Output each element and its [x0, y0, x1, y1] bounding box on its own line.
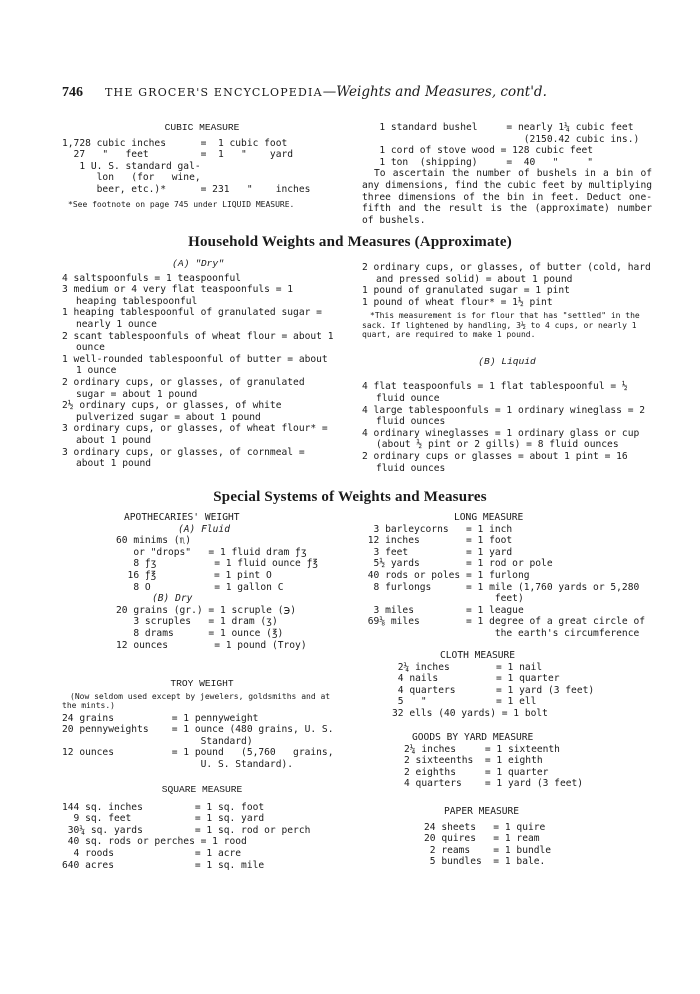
list-item: 4 large tablespoonfuls = 1 ordinary wineglass = 2 fluid ounces — [362, 404, 646, 428]
flour-footnote: *This measurement is for flour that has "settled" in the sack. If lightened by handling, 3½ to 4 cups, or nearly 1 quart, are required to make 1 pound. — [362, 311, 640, 340]
table-row: 20 pennyweights = 1 ounce (480 grains, U. S. — [62, 724, 334, 736]
household-right — [362, 262, 652, 474]
running-header — [62, 84, 662, 101]
table-row: 5½ yards = 1 rod or pole — [362, 558, 553, 570]
table-row: 2 eighths = 1 quarter — [404, 766, 549, 778]
bushel-measure — [362, 122, 652, 226]
household-dry — [62, 258, 334, 470]
paper-heading: PAPER MEASURE — [444, 806, 520, 817]
table-row: 60 minims (♏) — [116, 535, 192, 547]
cubic-measure — [62, 122, 342, 209]
table-row: 32 ells (40 yards) = 1 bolt — [392, 707, 548, 719]
list-item: 1 pound of granulated sugar = 1 pint — [362, 285, 570, 297]
table-row: 8 drams = 1 ounce (℥) — [116, 627, 284, 639]
dry-heading: (A) "Dry" — [172, 258, 224, 269]
table-row: 8 O = 1 gallon C — [116, 581, 284, 593]
table-row: 5 " = 1 ell — [392, 696, 537, 708]
table-row: 3 barleycorns = 1 inch — [362, 523, 513, 535]
table-row: 20 quires = 1 ream — [424, 833, 540, 845]
table-row: or "drops" = 1 fluid dram ƒʒ — [116, 546, 307, 558]
table-row: beer, etc.)* = 231 " inches — [62, 183, 311, 195]
table-row: 2 reams = 1 bundle — [424, 844, 552, 856]
table-row: 9 sq. feet = 1 sq. yard — [62, 813, 265, 825]
table-row: 12 ounces = 1 pound (Troy) — [116, 639, 307, 651]
list-item: 4 flat teaspoonfuls = 1 flat tablespoonful = ½ fluid ounce — [362, 381, 628, 405]
table-row: 8 ƒʒ = 1 fluid ounce ƒ℥ — [116, 558, 318, 570]
list-item: 2½ ordinary cups, or glasses, of white pulverized sugar = about 1 pound — [62, 400, 282, 423]
list-item: 1 pound of wheat flour* = 1½ pint — [362, 296, 553, 308]
list-item: 2 ordinary cups, or glasses, of granulated sugar = about 1 pound — [62, 376, 305, 400]
table-row: 24 grains = 1 pennyweight — [62, 712, 259, 724]
table-row: 1 U. S. standard gal- — [62, 160, 201, 172]
table-row: 40 rods or poles = 1 furlong — [362, 569, 530, 581]
table-row: 4 quarters = 1 yard (3 feet) — [404, 778, 584, 790]
cubic-heading: CUBIC MEASURE — [164, 122, 240, 133]
long-heading: LONG MEASURE — [454, 512, 524, 523]
table-row: 2¼ inches = 1 nail — [392, 661, 543, 673]
table-row: 16 ƒ℥ = 1 pint O — [116, 569, 272, 581]
table-row: lon (for wine, — [62, 172, 201, 184]
apothecaries-heading: APOTHECARIES' WEIGHT — [124, 512, 240, 523]
table-row: feet) — [362, 593, 524, 605]
table-row: 1 cord of stove wood = 128 cubic feet — [362, 145, 594, 157]
section-title: —Weights and Measures, cont'd. — [322, 84, 547, 100]
table-row: 30¼ sq. yards = 1 sq. rod or perch — [62, 824, 311, 836]
list-item: 1 well-rounded tablespoonful of butter = about 1 ounce — [62, 353, 328, 377]
special-heading: Special Systems of Weights and Measures — [213, 489, 487, 505]
cloth-heading: CLOTH MEASURE — [440, 650, 516, 661]
table-row: 20 grains (gr.) = 1 scruple (℈) — [116, 604, 296, 616]
table-row: 12 ounces = 1 pound (5,760 grains, — [62, 747, 334, 759]
apothecaries-weight — [62, 512, 342, 651]
table-row: 27 " feet = 1 " yard — [62, 149, 294, 161]
square-heading: SQUARE MEASURE — [161, 784, 243, 795]
table-row: 3 miles = 1 league — [362, 604, 524, 616]
troy-weight — [62, 678, 342, 771]
cloth-measure — [392, 650, 652, 720]
table-row: 1 standard bushel = nearly 1¼ cubic feet — [362, 122, 634, 133]
bushel-text: To ascertain the number of bushels in a bin of any dimensions, find the cubic feet by multiplying three dimensions of the bin in feet. Deduct one-fifth and the result is the (approximate) number of bushels. — [362, 168, 652, 226]
long-measure — [362, 512, 652, 640]
troy-heading: TROY WEIGHT — [170, 678, 234, 689]
table-row: 40 sq. rods or perches = 1 rood — [62, 836, 247, 848]
table-row: U. S. Standard). — [62, 758, 294, 770]
household-heading: Household Weights and Measures (Approximate) — [188, 234, 512, 250]
table-row: (2150.42 cubic ins.) — [362, 133, 640, 145]
table-row: Standard) — [62, 735, 253, 747]
cubic-footnote: *See footnote on page 745 under LIQUID MEASURE. — [68, 199, 295, 209]
list-item: 2 scant tablespoonfuls of wheat flour = about 1 ounce — [62, 330, 334, 354]
table-row: 1 ton (shipping) = 40 " " — [362, 156, 594, 168]
list-item: 4 saltspoonfuls = 1 teaspoonful — [62, 272, 242, 284]
book-title: THE GROCER'S ENCYCLOPEDIA — [104, 86, 323, 99]
square-measure — [62, 784, 342, 871]
table-row: 12 inches = 1 foot — [362, 535, 513, 547]
table-row: 4 roods = 1 acre — [62, 847, 242, 859]
table-row: 8 furlongs = 1 mile (1,760 yards or 5,280 — [362, 581, 640, 593]
list-item: 4 ordinary wineglasses = 1 ordinary glass or cup (about ½ pint or 2 gills) = 8 fluid ounces — [362, 427, 640, 451]
fluid-heading: (A) Fluid — [178, 523, 230, 535]
table-row: 2 sixteenths = 1 eighth — [404, 755, 543, 767]
table-row: the earth's circumference — [362, 627, 640, 639]
list-item: 3 ordinary cups, or glasses, of wheat flour* = about 1 pound — [62, 423, 328, 446]
table-row: 69⅛ miles = 1 degree of a great circle of — [362, 616, 646, 628]
table-row: 144 sq. inches = 1 sq. foot — [62, 801, 265, 813]
table-row: 1,728 cubic inches = 1 cubic foot — [62, 137, 288, 149]
goods-by-yard-measure — [404, 732, 654, 790]
list-item: 3 medium or 4 very flat teaspoonfuls = 1 heaping tablespoonful — [62, 284, 294, 307]
paper-measure — [424, 806, 654, 868]
page-number: 746 — [62, 85, 83, 100]
table-row: 24 sheets = 1 quire — [424, 821, 546, 833]
list-item: 2 ordinary cups, or glasses, of butter (cold, hard and pressed solid) = about 1 pound — [362, 262, 651, 285]
table-row: 2¼ inches = 1 sixteenth — [404, 743, 560, 755]
list-item: 3 ordinary cups, or glasses, of cornmeal = about 1 pound — [62, 446, 305, 470]
table-row: 640 acres = 1 sq. mile — [62, 859, 265, 871]
list-item: 2 ordinary cups or glasses = about 1 pint = 16 fluid ounces — [362, 451, 628, 474]
liquid-heading: (B) Liquid — [478, 355, 536, 367]
goods-heading: GOODS BY YARD MEASURE — [412, 732, 534, 743]
dry-weight-heading: (B) Dry — [152, 593, 193, 605]
table-row: 3 feet = 1 yard — [362, 546, 513, 558]
troy-note: (Now seldom used except by jewelers, goldsmiths and at the mints.) — [62, 691, 331, 711]
list-item: 1 heaping tablespoonful of granulated sugar = nearly 1 ounce — [62, 307, 322, 330]
table-row: 4 quarters = 1 yard (3 feet) — [392, 684, 595, 696]
table-row: 5 bundles = 1 bale. — [424, 856, 546, 868]
table-row: 4 nails = 1 quarter — [392, 673, 560, 685]
table-row: 3 scruples = 1 dram (ʒ) — [116, 616, 278, 628]
